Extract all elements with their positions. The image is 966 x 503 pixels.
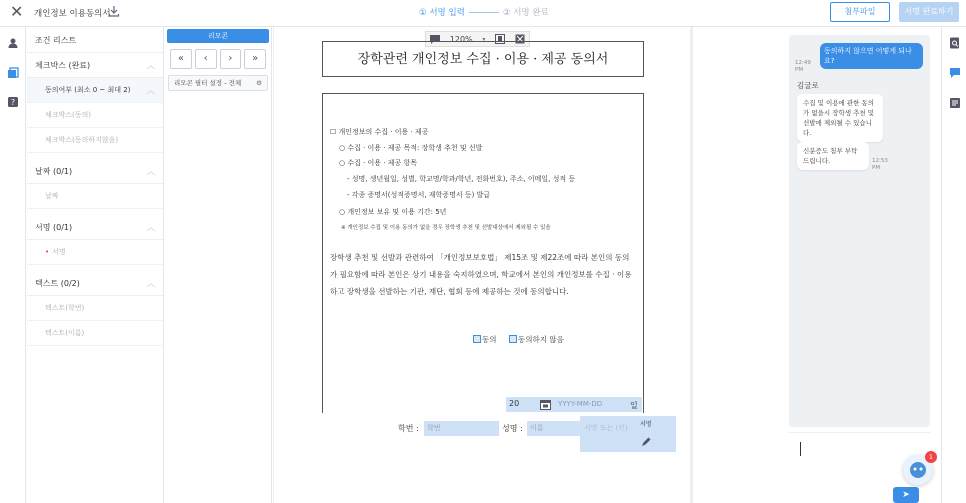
last-page-button[interactable]: » bbox=[244, 49, 266, 69]
condition-item-text-student-no[interactable] bbox=[27, 296, 163, 321]
top-bar bbox=[0, 0, 966, 27]
date-input[interactable]: YYYY-MM-DD bbox=[558, 400, 603, 408]
prev-page-button[interactable]: ‹ bbox=[195, 49, 217, 69]
student-no-input[interactable]: 학번 bbox=[424, 421, 499, 436]
step-sign-complete: ② 서명 완료 bbox=[502, 8, 549, 18]
zoom-level[interactable]: 120% bbox=[449, 34, 473, 44]
calendar-icon[interactable] bbox=[540, 399, 551, 410]
condition-item-label: 텍스트(학번) bbox=[45, 304, 85, 312]
disagree-checkbox[interactable] bbox=[509, 334, 564, 345]
condition-item-label: 날짜 bbox=[45, 192, 59, 200]
close-icon[interactable]: ✕ bbox=[10, 2, 24, 21]
notification-badge: 1 bbox=[925, 451, 937, 463]
progress-steps bbox=[419, 5, 549, 19]
agree-checkbox[interactable] bbox=[473, 334, 497, 345]
condition-item-label: 체크박스(동의하지않음) bbox=[45, 136, 119, 144]
remote-panel bbox=[165, 27, 272, 503]
doc-line-retention: ○ 개인정보 보유 및 이용 기간: 5년 bbox=[339, 208, 447, 216]
group-label: 날짜 (0/1) bbox=[35, 166, 73, 176]
doc-line-items-detail: - 성명, 생년월일, 성별, 학교명/학과/학년, 전화번호), 주소, 이메일, 성적 등 bbox=[347, 175, 576, 183]
svg-text:?: ? bbox=[10, 98, 16, 107]
step-connector bbox=[469, 12, 499, 13]
signature-box[interactable] bbox=[580, 416, 676, 452]
group-label: 체크박스 (완료) bbox=[35, 60, 91, 70]
group-date[interactable] bbox=[27, 159, 163, 184]
chat-message-agent: 수집 및 이용에 관한 동의가 없을시 장학생 추천 및 선발에 제외될 수 있습니다. bbox=[797, 94, 883, 142]
doc-line-certificates: - 각종 증명서(성적증명서, 재학증명서 등) 발급 bbox=[347, 191, 491, 199]
download-icon[interactable] bbox=[108, 5, 120, 17]
doc-line-notice: ※ 개인정보 수집 및 이용 동의가 없을 경우 장학생 추천 및 선발대상에서 제외될 수 있음 bbox=[341, 225, 551, 231]
group-signature[interactable] bbox=[27, 215, 163, 240]
doc-consent-paragraph: 장학생 추천 및 선발과 관련하여 「개인정보보호법」 제15조 및 제22조에 따라 본인의 동의가 필요함에 따라 본인은 상기 내용을 숙지하였으며, 학교에서 본인의 개인정보를 수집 · 이용하고 장학생을 선발하는 기관, 재단, 협회 등에 제공하는 것에 동의합니다. bbox=[330, 253, 632, 296]
name-input[interactable]: 이름 bbox=[527, 421, 580, 436]
message-time: 12:53 PM bbox=[872, 158, 888, 171]
group-label: 텍스트 (0/2) bbox=[35, 278, 80, 288]
memo-icon[interactable] bbox=[949, 97, 961, 109]
first-page-button[interactable]: « bbox=[170, 49, 192, 69]
gear-icon[interactable]: ⚙ bbox=[256, 79, 262, 87]
student-no-label: 학번 : bbox=[398, 424, 419, 433]
chat-icon[interactable] bbox=[949, 67, 961, 79]
chat-message-agent: 신분증도 첨부 부탁드립니다. bbox=[797, 142, 869, 170]
checkbox-icon bbox=[473, 335, 481, 343]
chevron-up-icon: ︿ bbox=[147, 166, 155, 176]
next-page-button[interactable]: › bbox=[220, 49, 242, 69]
condition-item-checkbox-disagree[interactable] bbox=[27, 128, 163, 153]
doc-section-heading: ☐ 개인정보의 수집 · 이용 · 제공 bbox=[330, 128, 429, 136]
filter-label: 리모콘 필터 설정 - 전체 bbox=[174, 79, 242, 87]
message-time: 12:49 PM bbox=[795, 60, 811, 73]
group-text[interactable] bbox=[27, 271, 163, 296]
step-sign-input: ① 서명 입력 bbox=[419, 8, 465, 18]
chevron-up-icon: ︿ bbox=[147, 222, 155, 232]
remote-filter-setting[interactable] bbox=[168, 75, 268, 91]
year-prefix: 20 bbox=[509, 399, 520, 408]
condition-item-date[interactable] bbox=[27, 184, 163, 209]
signature-placeholder: 서명 또는 (인) bbox=[584, 424, 628, 432]
attach-file-button[interactable]: 첨부파일 bbox=[830, 2, 890, 22]
left-icon-bar bbox=[0, 27, 26, 503]
doc-line-items: ○ 수집 · 이용 · 제공 항목 bbox=[339, 159, 418, 167]
condition-list-title: 조건 리스트 bbox=[27, 27, 163, 53]
documents-icon[interactable] bbox=[7, 67, 19, 79]
doc-line-purpose: ○ 수집 · 이용 · 제공 목적: 장학생 추천 및 선발 bbox=[339, 144, 483, 152]
condition-item-label: 체크박스(동의) bbox=[45, 111, 92, 119]
required-dot-icon: • bbox=[45, 248, 50, 256]
condition-item-label: 동의여부 (최소 0 ~ 최대 2) bbox=[45, 86, 131, 94]
condition-item-text-name[interactable] bbox=[27, 321, 163, 346]
condition-list-panel bbox=[27, 27, 164, 503]
chevron-up-icon: ︿ bbox=[147, 85, 155, 95]
chevron-up-icon: ︿ bbox=[147, 60, 155, 70]
remote-nav bbox=[165, 43, 271, 69]
condition-item-agree-range[interactable] bbox=[27, 78, 163, 103]
document-name: 개인정보 이용동의서 bbox=[34, 9, 111, 19]
chevron-up-icon: ︿ bbox=[147, 278, 155, 288]
right-icon-bar bbox=[941, 27, 966, 503]
remote-title: 리모콘 bbox=[167, 29, 269, 43]
condition-item-signature[interactable] bbox=[27, 240, 163, 265]
agent-name: 김굴로 bbox=[797, 81, 819, 90]
group-checkbox[interactable] bbox=[27, 53, 163, 78]
name-label: 성명 : bbox=[502, 424, 523, 433]
chat-message-mine: 동의하지 않으면 어떻게 되나요? bbox=[820, 43, 923, 69]
checkbox-icon bbox=[509, 335, 517, 343]
signature-tag: 서명 bbox=[640, 421, 652, 428]
document-title: 장학관련 개인정보 수집 · 이용 · 제공 동의서 bbox=[322, 41, 644, 77]
disagree-label: 동의하지 않음 bbox=[518, 335, 564, 344]
condition-item-label: 서명 bbox=[52, 248, 66, 256]
day-suffix: 일 bbox=[630, 401, 638, 410]
document-search-icon[interactable] bbox=[949, 37, 961, 49]
chevron-down-icon[interactable]: ▾ bbox=[482, 35, 486, 43]
send-button[interactable]: ➤ bbox=[893, 487, 919, 503]
agree-label: 동의 bbox=[482, 335, 497, 344]
group-label: 서명 (0/1) bbox=[35, 222, 73, 232]
help-icon[interactable] bbox=[7, 96, 19, 108]
condition-item-label: 텍스트(이름) bbox=[45, 329, 85, 337]
user-icon[interactable] bbox=[7, 37, 19, 49]
complete-sign-button[interactable]: 서명 완료하기 bbox=[899, 2, 959, 22]
condition-item-checkbox-agree[interactable] bbox=[27, 103, 163, 128]
text-cursor bbox=[800, 442, 801, 456]
pen-icon[interactable] bbox=[641, 437, 651, 447]
